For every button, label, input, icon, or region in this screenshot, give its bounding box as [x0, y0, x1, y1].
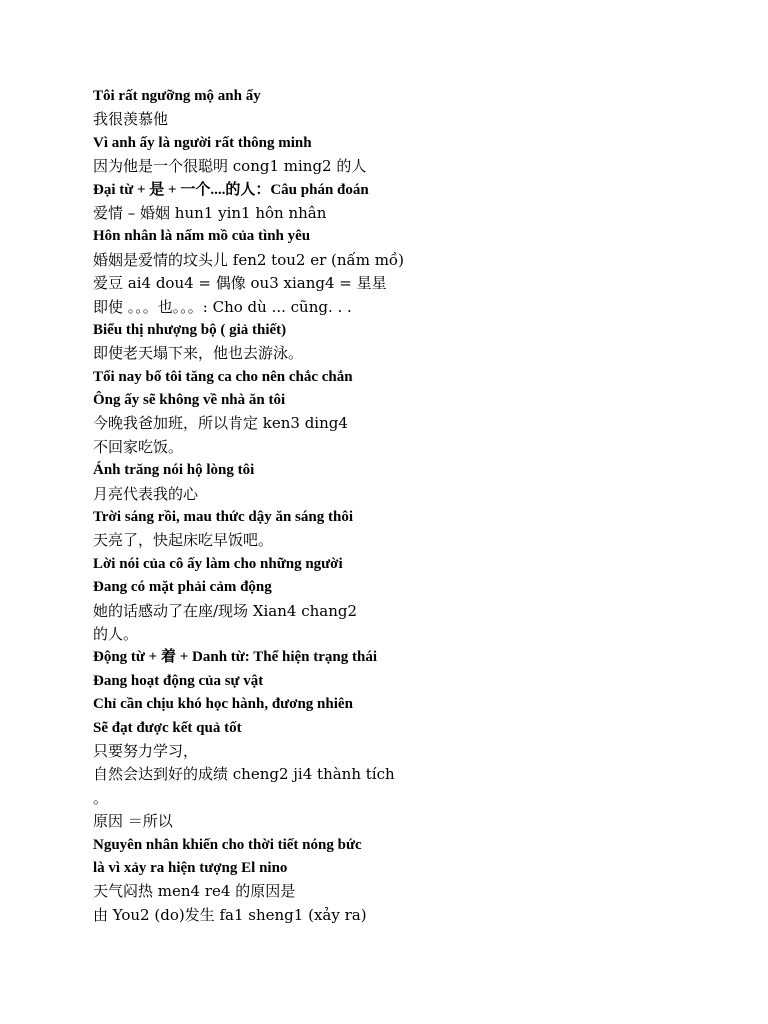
text-line: 的人。 [93, 624, 139, 643]
text-line: 爱情 – 婚姻 hun1 yin1 hôn nhân [93, 203, 327, 222]
text-line: Đang có mặt phải cảm động [93, 579, 272, 596]
text-line: 即使老天塌下来，他也去游泳。 [93, 344, 304, 363]
text-line: Nguyên nhân khiến cho thời tiết nóng bức [93, 836, 362, 853]
text-line: Sẽ đạt được kết quả tốt [93, 719, 242, 736]
text-line: là vì xảy ra hiện tượng El nino [93, 859, 288, 876]
text-line: 即使 。。。也。。。: Cho dù ... cũng. . . [93, 297, 352, 316]
text-line: Ông ấy sẽ không về nhà ăn tôi [93, 392, 286, 409]
text-line: Ánh trăng nói hộ lòng tôi [93, 462, 255, 479]
text-line: 月亮代表我的心 [93, 484, 199, 503]
text-line: Tối nay bố tôi tăng ca cho nên chắc chắn [93, 368, 353, 385]
text-line: 天气闷热 men4 re4 的原因是 [93, 882, 296, 901]
document-body [93, 85, 404, 927]
text-line: Lời nói của cô ấy làm cho những người [93, 555, 343, 572]
text-line: 原因 ＝所以 [93, 812, 173, 831]
text-line: 由 You2 (do)发生 fa1 sheng1 (xảy ra) [93, 905, 367, 924]
text-line: Tôi rất ngưỡng mộ anh ấy [93, 88, 261, 104]
text-line: Biểu thị nhượng bộ ( giả thiết) [93, 321, 287, 338]
text-line: 自然会达到好的成绩 cheng2 ji4 thành tích [93, 765, 395, 784]
text-line: Chỉ cần chịu khó học hành, đương nhiên [93, 696, 353, 713]
text-line: Hôn nhân là nấm mồ của tình yêu [93, 228, 311, 245]
text-line: 因为他是一个很聪明 cong1 ming2 的人 [93, 157, 367, 176]
text-line: 。 [93, 788, 109, 807]
text-line: Đang hoạt động của sự vật [93, 672, 264, 689]
text-line: 爱豆 ai4 dou4 = 偶像 ou3 xiang4 = 星星 [93, 274, 387, 293]
text-line: 婚姻是爱情的坟头儿 fen2 tou2 er (nấm mồ) [93, 250, 404, 269]
text-line: 天亮了，快起床吃早饭吧。 [93, 531, 274, 550]
text-line: Đại từ + 是 + 一个....的人：Câu phán đoán [93, 181, 369, 198]
text-line: Trời sáng rồi, mau thức dậy ăn sáng thôi [93, 509, 353, 526]
text-line: 不回家吃饭。 [93, 437, 184, 456]
text-line: 只要努力学习， [93, 741, 199, 760]
text-line: Vì anh ấy là người rất thông minh [93, 134, 312, 151]
text-line: 她的话感动了在座/现场 Xian4 chang2 [93, 601, 358, 620]
text-line: 我很羡慕他 [93, 110, 169, 129]
text-line: Động từ + 着 + Danh từ: Thể hiện trạng thái [93, 649, 378, 666]
text-line: 今晚我爸加班，所以肯定 ken3 ding4 [93, 414, 348, 433]
